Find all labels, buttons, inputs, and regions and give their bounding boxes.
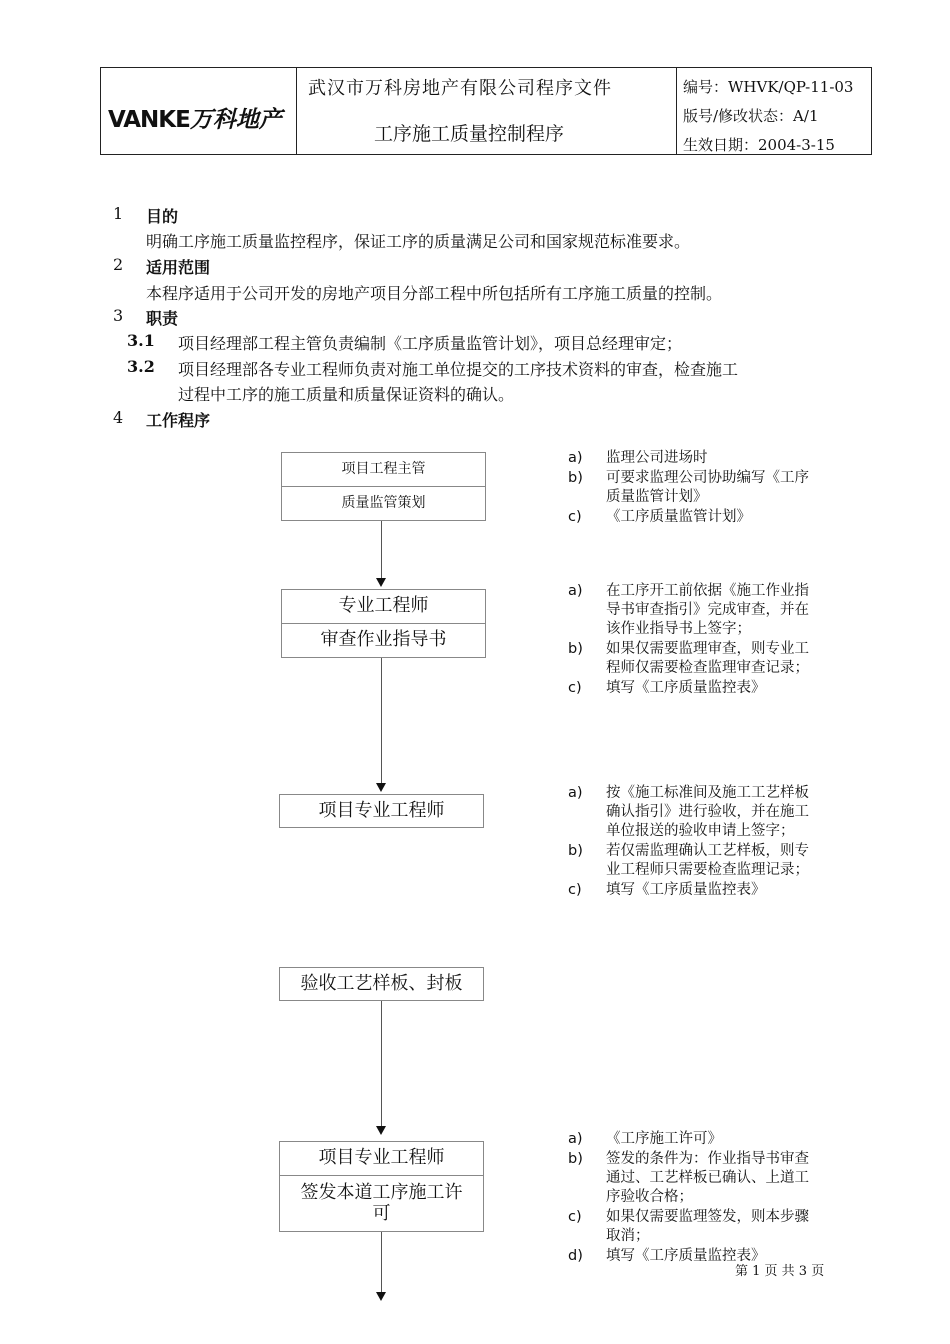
section-1-text: 明确工序施工质量监控程序，保证工序的质量满足公司和国家规范标准要求。 bbox=[146, 232, 691, 251]
note-item-text: 序验收合格； bbox=[606, 1189, 693, 1205]
flow-box-4: 验收工艺样板、封板 bbox=[279, 967, 484, 1001]
note-item-text: 通过、工艺样板已确认、上道工 bbox=[606, 1170, 809, 1186]
note-item-text: 程师仅需要检查监理审查记录； bbox=[606, 660, 809, 676]
note-item-text: 监理公司进场时 bbox=[606, 450, 708, 466]
doc-version: 版号/修改状态：A/1 bbox=[683, 107, 819, 125]
flow-connector bbox=[381, 1000, 382, 1126]
page-number: 第 1 页 共 3 页 bbox=[735, 1264, 825, 1279]
document-header bbox=[100, 67, 872, 155]
flow-box-3: 项目专业工程师 bbox=[279, 794, 484, 828]
note-item-text: 填写《工序质量监控表》 bbox=[606, 882, 766, 898]
section-3-2-text-line2: 过程中工序的施工质量和质量保证资料的确认。 bbox=[178, 385, 515, 404]
title-cell bbox=[296, 68, 677, 154]
flow-connector bbox=[381, 1232, 382, 1292]
section-3-number: 3 bbox=[113, 306, 124, 325]
note-item-text: 《工序质量监管计划》 bbox=[606, 509, 751, 525]
note-item-text: 在工序开工前依据《施工作业指 bbox=[606, 583, 809, 599]
flow-box-5-step bbox=[279, 1175, 484, 1232]
vanke-logo bbox=[108, 101, 282, 134]
note-item-text: 若仅需监理确认工艺样板，则专 bbox=[606, 843, 809, 859]
note-item-text: 业工程师只需要检查监理记录； bbox=[606, 862, 809, 878]
section-4-title: 工作程序 bbox=[146, 411, 211, 430]
section-2-number: 2 bbox=[113, 255, 124, 274]
company-title: 武汉市万科房地产有限公司程序文件 bbox=[308, 78, 612, 99]
note-item-letter: b) bbox=[568, 470, 583, 486]
note-item-letter: b) bbox=[568, 641, 583, 657]
arrow-down-icon bbox=[376, 1292, 386, 1301]
logo-cn: 万科地产 bbox=[189, 107, 282, 133]
doc-code: 编号：WHVK/QP-11-03 bbox=[683, 78, 854, 96]
note-item-text: 如果仅需要监理审查，则专业工 bbox=[606, 641, 809, 657]
note-item-text: 取消； bbox=[606, 1228, 650, 1244]
note-item-text: 如果仅需要监理签发，则本步骤 bbox=[606, 1209, 809, 1225]
note-item-text: 导书审查指引》完成审查，并在 bbox=[606, 602, 809, 618]
note-item-text: 质量监管计划》 bbox=[606, 489, 708, 505]
doc-title: 工序施工质量控制程序 bbox=[374, 123, 565, 145]
logo-en: VANKE bbox=[108, 107, 190, 133]
section-4-number: 4 bbox=[113, 408, 124, 427]
section-1-title: 目的 bbox=[146, 207, 179, 226]
arrow-down-icon bbox=[376, 783, 386, 792]
section-3-title: 职责 bbox=[146, 309, 179, 328]
note-item-text: 签发的条件为：作业指导书审查 bbox=[606, 1151, 809, 1167]
note-item-text: 单位报送的验收申请上签字； bbox=[606, 823, 795, 839]
flow-box-2-step: 审查作业指导书 bbox=[281, 623, 486, 658]
logo-cell bbox=[101, 68, 297, 154]
note-item-text: 按《施工标准间及施工工艺样板 bbox=[606, 785, 809, 801]
note-item-text: 该作业指导书上签字； bbox=[606, 621, 751, 637]
flow-box-5-step-line2: 可 bbox=[372, 1202, 391, 1224]
section-2-title: 适用范围 bbox=[146, 258, 211, 277]
flow-box-5-role: 项目专业工程师 bbox=[279, 1141, 484, 1176]
flow-box-1-role: 项目工程主管 bbox=[281, 452, 486, 487]
note-item-text: 填写《工序质量监控表》 bbox=[606, 1248, 766, 1264]
flow-box-5-step-line1: 签发本道工序施工许 bbox=[300, 1181, 463, 1203]
note-item-letter: b) bbox=[568, 1151, 583, 1167]
meta-cell bbox=[676, 68, 871, 154]
arrow-down-icon bbox=[376, 1126, 386, 1135]
note-item-letter: a) bbox=[568, 1131, 583, 1147]
note-item-letter: c) bbox=[568, 680, 582, 696]
note-item-letter: b) bbox=[568, 843, 583, 859]
note-item-letter: a) bbox=[568, 785, 583, 801]
note-item-letter: a) bbox=[568, 450, 583, 466]
section-2-text: 本程序适用于公司开发的房地产项目分部工程中所包括所有工序施工质量的控制。 bbox=[146, 284, 723, 303]
flow-box-1-step: 质量监管策划 bbox=[281, 486, 486, 521]
note-item-text: 可要求监理公司协助编写《工序 bbox=[606, 470, 809, 486]
doc-effective-date: 生效日期：2004-3-15 bbox=[683, 136, 835, 154]
note-item-text: 《工序施工许可》 bbox=[606, 1131, 722, 1147]
note-item-letter: c) bbox=[568, 509, 582, 525]
flow-box-2-role: 专业工程师 bbox=[281, 589, 486, 624]
note-item-letter: c) bbox=[568, 882, 582, 898]
note-item-letter: a) bbox=[568, 583, 583, 599]
note-item-letter: d) bbox=[568, 1248, 583, 1264]
flow-connector bbox=[381, 658, 382, 784]
section-3-1-text: 项目经理部工程主管负责编制《工序质量监管计划》，项目总经理审定； bbox=[178, 334, 683, 353]
note-item-text: 填写《工序质量监控表》 bbox=[606, 680, 766, 696]
arrow-down-icon bbox=[376, 578, 386, 587]
section-3-2-text-line1: 项目经理部各专业工程师负责对施工单位提交的工序技术资料的审查，检查施工 bbox=[178, 360, 739, 379]
note-item-text: 确认指引》进行验收，并在施工 bbox=[606, 804, 809, 820]
section-3-2-number: 3.2 bbox=[127, 357, 155, 376]
flow-connector bbox=[381, 520, 382, 578]
section-1-number: 1 bbox=[113, 204, 124, 223]
note-item-letter: c) bbox=[568, 1209, 582, 1225]
section-3-1-number: 3.1 bbox=[127, 331, 155, 350]
